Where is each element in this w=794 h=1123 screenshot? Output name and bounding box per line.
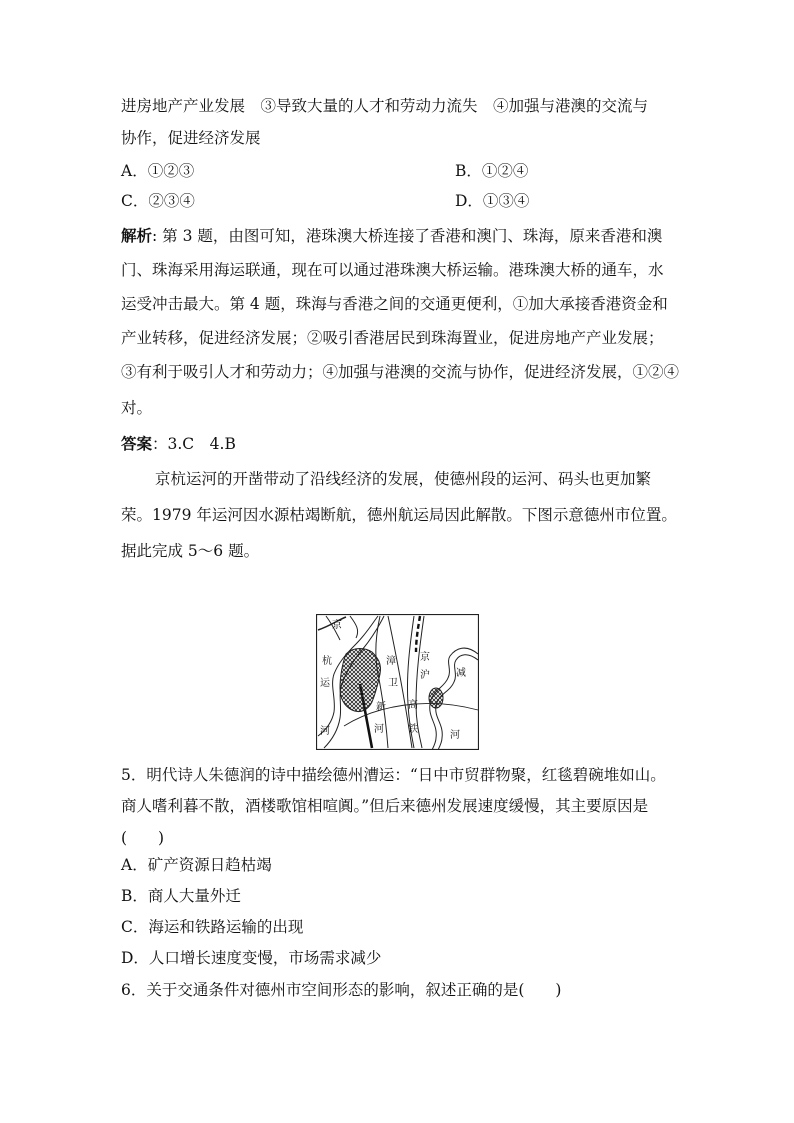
analysis-line-5: ③有利于吸引人才和劳动力；④加强与港澳的交流与协作，促进经济发展，①②④	[121, 363, 680, 381]
map-label-he-east: 河	[450, 730, 460, 741]
map-label-gao: 高	[408, 700, 418, 711]
q6-line-1: 6．关于交通条件对德州市空间形态的影响，叙述正确的是( )	[121, 981, 562, 999]
map-label-tie: 铁	[408, 724, 418, 735]
map-label-wei: 卫	[388, 678, 398, 689]
q4-option-d: D．①③④	[455, 192, 530, 210]
answer-label: 答案	[121, 434, 153, 453]
q5-option-c: C．海运和铁路运输的出现	[121, 918, 304, 936]
q5-line-2: 商人嗜利暮不散，酒楼歌馆相喧阗。”但后来德州发展速度缓慢，其主要原因是	[121, 797, 649, 815]
analysis-line-2: 门、珠海采用海运联通，现在可以通过港珠澳大桥运输。港珠澳大桥的通车，水	[121, 261, 664, 279]
analysis-line-6: 对。	[121, 399, 153, 417]
map-label-hu: 沪	[420, 670, 430, 681]
map-label-yun: 运	[320, 678, 330, 689]
q5-option-d: D．人口增长速度变慢，市场需求减少	[121, 949, 382, 967]
answer-text: ：3.C 4.B	[152, 435, 236, 453]
analysis-line-4: 产业转移，促进经济发展；②吸引香港居民到珠海置业，促进房地产产业发展；	[121, 329, 664, 347]
map-label-jian: 减	[456, 668, 466, 679]
analysis-line-3: 运受冲击最大。第 4 题，珠海与香港之间的交通更便利，①加大承接香港资金和	[121, 295, 668, 313]
q5-line-1: 5．明代诗人朱德润的诗中描绘德州漕运：“日中市贸群物聚，红毯碧碗堆如山。	[121, 766, 666, 784]
answer-line	[121, 434, 236, 454]
top-line-1: 进房地产产业发展 ③导致大量的人才和劳动力流失 ④加强与港澳的交流与	[121, 97, 649, 115]
dezhou-location-map	[316, 614, 479, 750]
q4-option-c: C．②③④	[121, 192, 195, 210]
map-label-zhang: 漳	[386, 656, 396, 667]
map-label-jing-east: 京	[420, 652, 430, 663]
eastern-town	[429, 688, 443, 708]
passage-line-3: 据此完成 5～6 题。	[121, 542, 260, 560]
map-label-he-west: 河	[320, 726, 330, 737]
passage-line-2: 荣。1979 年运河因水源枯竭断航，德州航运局因此解散。下图示意德州市位置。	[121, 506, 677, 524]
map-label-jing: 京	[332, 620, 342, 631]
q5-option-b: B．商人大量外迁	[121, 887, 241, 905]
q5-option-a: A．矿产资源日趋枯竭	[121, 856, 272, 874]
q5-line-3: ( )	[121, 829, 165, 847]
analysis-label: 解析	[121, 226, 153, 245]
map-figure	[316, 614, 479, 750]
map-label-xin: 新	[376, 702, 386, 713]
top-line-2: 协作，促进经济发展	[121, 129, 261, 147]
analysis-text-1: : 第 3 题，由图可知，港珠澳大桥连接了香港和澳门、珠海，原来香港和澳	[152, 227, 663, 245]
map-label-hang: 杭	[322, 656, 332, 667]
map-label-he-mid: 河	[374, 724, 384, 735]
q4-option-a: A．①②③	[121, 162, 195, 180]
analysis-line-1	[121, 226, 662, 246]
q4-option-b: B．①②④	[455, 162, 529, 180]
passage-line-1: 京杭运河的开凿带动了沿线经济的发展，使德州段的运河、码头也更加繁	[155, 470, 652, 488]
